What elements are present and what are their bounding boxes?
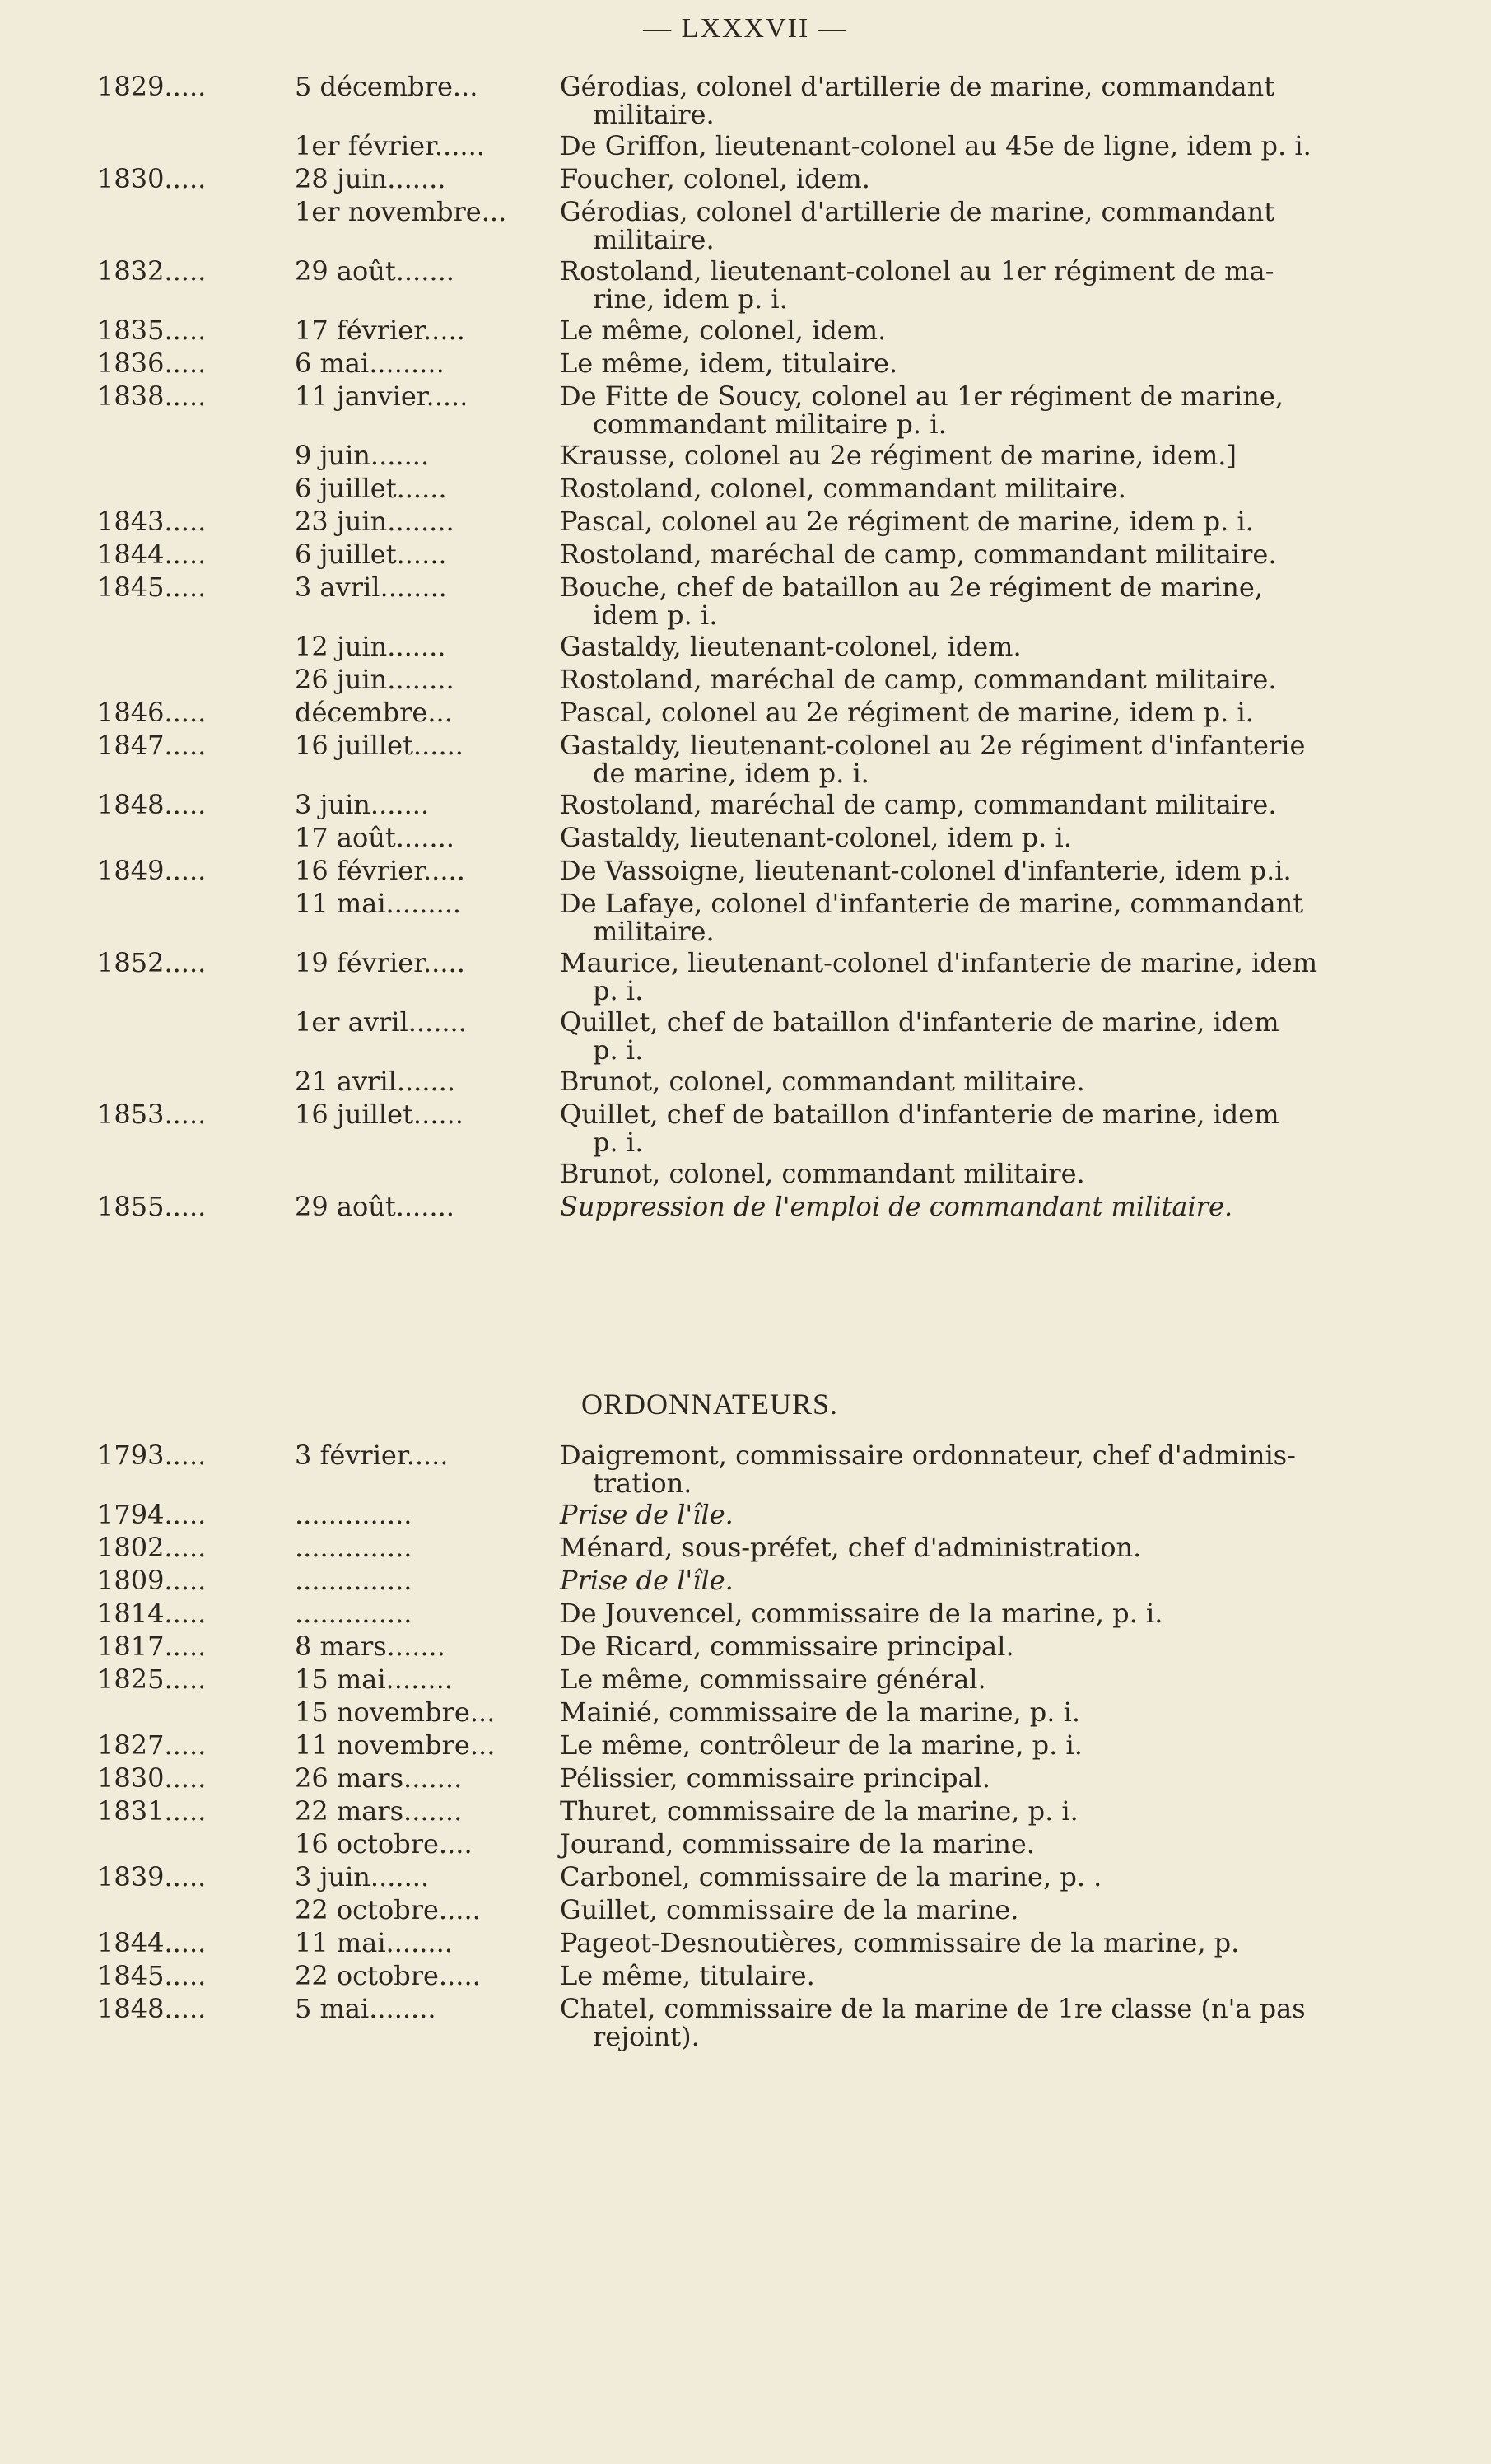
entry-year: 1817..... [97,1631,207,1662]
entry-year: 1793..... [97,1440,207,1471]
entry-date: 23 juin........ [295,506,454,537]
entry-date: 6 juillet...... [295,539,447,570]
entry-date: 17 août....... [295,822,454,853]
entry-year: 1794..... [97,1499,207,1530]
entry-text: De Griffon, lieutenant-colonel au 45e de ligne, idem p. i. [560,130,1312,161]
entry-year: 1832..... [97,255,207,287]
entry-date: 26 mars....... [295,1762,463,1794]
entry-text: Foucher, colonel, idem. [560,163,870,194]
entry-date: 9 juin....... [295,440,430,471]
entry-date: 16 février..... [295,855,465,886]
entry-date: 3 juin....... [295,1861,430,1892]
entry-date: 26 juin........ [295,664,454,695]
entry-text: Brunot, colonel, commandant militaire. [560,1158,1085,1189]
entry-text: Thuret, commissaire de la marine, p. i. [560,1795,1079,1827]
entry-date: 15 novembre... [295,1696,496,1728]
entry-date: 11 janvier..... [295,380,468,412]
entry-year: 1802..... [97,1532,207,1563]
entry-text: Gastaldy, lieutenant-colonel au 2e régiment d'infanterie [560,730,1306,761]
entry-year: 1838..... [97,380,207,412]
entry-text-continuation: idem p. i. [593,600,718,631]
entry-text: Brunot, colonel, commandant militaire. [560,1066,1085,1097]
entry-date: 3 juin....... [295,789,430,820]
entry-text: De Fitte de Soucy, colonel au 1er régiment de marine, [560,380,1284,412]
entry-text: Pélissier, commissaire principal. [560,1762,991,1794]
entry-year: 1847..... [97,730,207,761]
entry-text: Daigremont, commissaire ordonnateur, chef d'adminis- [560,1440,1296,1471]
entry-text-continuation: rine, idem p. i. [593,283,788,315]
entry-text: Gastaldy, lieutenant-colonel, idem p. i. [560,822,1072,853]
entry-text: De Ricard, commissaire principal. [560,1631,1014,1662]
entry-text: Rostoland, maréchal de camp, commandant militaire. [560,789,1277,820]
entry-text-continuation: commandant militaire p. i. [593,408,947,440]
entry-text: Pascal, colonel au 2e régiment de marine, idem p. i. [560,697,1254,728]
entry-text: Quillet, chef de bataillon d'infanterie de marine, idem [560,1006,1279,1038]
entry-date: 11 mai........ [295,1927,453,1958]
entry-date: 1er février...... [295,130,485,161]
entry-text: Le même, commissaire général. [560,1664,986,1695]
entry-text: Guillet, commissaire de la marine. [560,1894,1019,1925]
entry-text-continuation: militaire. [593,224,715,255]
entry-year: 1849..... [97,855,207,886]
entry-text: Le même, titulaire. [560,1960,815,1991]
entry-date: 1er avril....... [295,1006,467,1038]
entry-date: 22 octobre..... [295,1960,481,1991]
entry-year: 1848..... [97,1993,207,2024]
entry-text: Carbonel, commissaire de la marine, p. . [560,1861,1102,1892]
entry-date: 17 février..... [295,315,465,346]
entry-text: Le même, contrôleur de la marine, p. i. [560,1729,1083,1761]
entry-year: 1844..... [97,539,207,570]
entry-text: Pageot-Desnoutières, commissaire de la marine, p. [560,1927,1240,1958]
entry-year: 1845..... [97,572,207,603]
entry-date: 29 août....... [295,255,454,287]
entry-year: 1835..... [97,315,207,346]
entry-text-continuation: p. i. [593,1034,644,1066]
entry-date: 1er novembre... [295,196,507,227]
entry-date: .............. [295,1532,412,1563]
entry-date: 22 octobre..... [295,1894,481,1925]
entry-text: Le même, idem, titulaire. [560,348,898,379]
entry-text: Mainié, commissaire de la marine, p. i. [560,1696,1081,1728]
entry-date: 21 avril....... [295,1066,456,1097]
entry-year: 1844..... [97,1927,207,1958]
entry-date: .............. [295,1499,412,1530]
entry-text-continuation: de marine, idem p. i. [593,758,869,789]
entry-text: Prise de l'île. [560,1565,734,1596]
entry-date: 5 décembre... [295,71,478,102]
entry-text-continuation: p. i. [593,975,644,1006]
entry-text: Ménard, sous-préfet, chef d'administration. [560,1532,1142,1563]
entry-date: 15 mai........ [295,1664,453,1695]
entry-text: Rostoland, maréchal de camp, commandant militaire. [560,539,1277,570]
entry-date: 16 juillet...... [295,1099,464,1130]
entry-year: 1830..... [97,163,207,194]
entry-year: 1836..... [97,348,207,379]
entry-date: 6 juillet...... [295,473,447,504]
entry-date: 11 mai......... [295,888,462,919]
entry-date: .............. [295,1598,412,1629]
entry-date: 22 mars....... [295,1795,463,1827]
entry-date: 11 novembre... [295,1729,496,1761]
entry-date: 3 avril........ [295,572,447,603]
entry-date: 28 juin....... [295,163,446,194]
entry-text: Quillet, chef de bataillon d'infanterie de marine, idem [560,1099,1279,1130]
entry-text: De Jouvencel, commissaire de la marine, p. i. [560,1598,1163,1629]
entry-year: 1848..... [97,789,207,820]
entry-year: 1809..... [97,1565,207,1596]
entry-text: Maurice, lieutenant-colonel d'infanterie de marine, idem [560,947,1318,978]
entry-year: 1853..... [97,1099,207,1130]
entry-year: 1814..... [97,1598,207,1629]
entry-text: Chatel, commissaire de la marine de 1re classe (n'a pas [560,1993,1306,2024]
entry-year: 1825..... [97,1664,207,1695]
entry-text: Pascal, colonel au 2e régiment de marine, idem p. i. [560,506,1254,537]
entry-year: 1839..... [97,1861,207,1892]
entry-text: Jourand, commissaire de la marine. [560,1828,1035,1860]
entry-text: Gérodias, colonel d'artillerie de marine, commandant [560,71,1275,102]
entry-text: Rostoland, maréchal de camp, commandant militaire. [560,664,1277,695]
entry-year: 1845..... [97,1960,207,1991]
entry-date: 19 février..... [295,947,465,978]
entry-text: Gastaldy, lieutenant-colonel, idem. [560,631,1022,662]
entry-date: 5 mai........ [295,1993,436,2024]
entry-text: De Lafaye, colonel d'infanterie de marine, commandant [560,888,1304,919]
entry-year: 1831..... [97,1795,207,1827]
entry-date: 12 juin....... [295,631,446,662]
entry-text-continuation: militaire. [593,99,715,130]
entry-date: 16 octobre.... [295,1828,473,1860]
entry-date: 8 mars....... [295,1631,445,1662]
entry-year: 1829..... [97,71,207,102]
entry-year: 1830..... [97,1762,207,1794]
entry-date: 16 juillet...... [295,730,464,761]
entry-date: .............. [295,1565,412,1596]
entry-text-continuation: p. i. [593,1127,644,1158]
entry-text-continuation: rejoint). [593,2021,700,2052]
entry-text: Bouche, chef de bataillon au 2e régiment de marine, [560,572,1263,603]
entry-text: Rostoland, lieutenant-colonel au 1er régiment de ma- [560,255,1274,287]
entry-year: 1846..... [97,697,207,728]
entry-text: Rostoland, colonel, commandant militaire. [560,473,1126,504]
entry-text-continuation: militaire. [593,916,715,947]
entry-date: 29 août....... [295,1191,454,1222]
entry-year: 1843..... [97,506,207,537]
entry-text: Le même, colonel, idem. [560,315,887,346]
page-number-header: — LXXXVII — [643,13,848,44]
entry-date: 6 mai......... [295,348,445,379]
entry-text: De Vassoigne, lieutenant-colonel d'infanterie, idem p.i. [560,855,1292,886]
entry-text: Prise de l'île. [560,1499,734,1530]
entry-text: Krausse, colonel au 2e régiment de marine, idem.] [560,440,1237,471]
entry-date: 3 février..... [295,1440,449,1471]
entry-year: 1827..... [97,1729,207,1761]
entry-text: Gérodias, colonel d'artillerie de marine, commandant [560,196,1275,227]
entry-text-continuation: tration. [593,1468,692,1499]
entry-date: décembre... [295,697,453,728]
section-title: ORDONNATEURS. [581,1388,839,1421]
entry-text: Suppression de l'emploi de commandant militaire. [560,1191,1233,1222]
entry-year: 1852..... [97,947,207,978]
entry-year: 1855..... [97,1191,207,1222]
